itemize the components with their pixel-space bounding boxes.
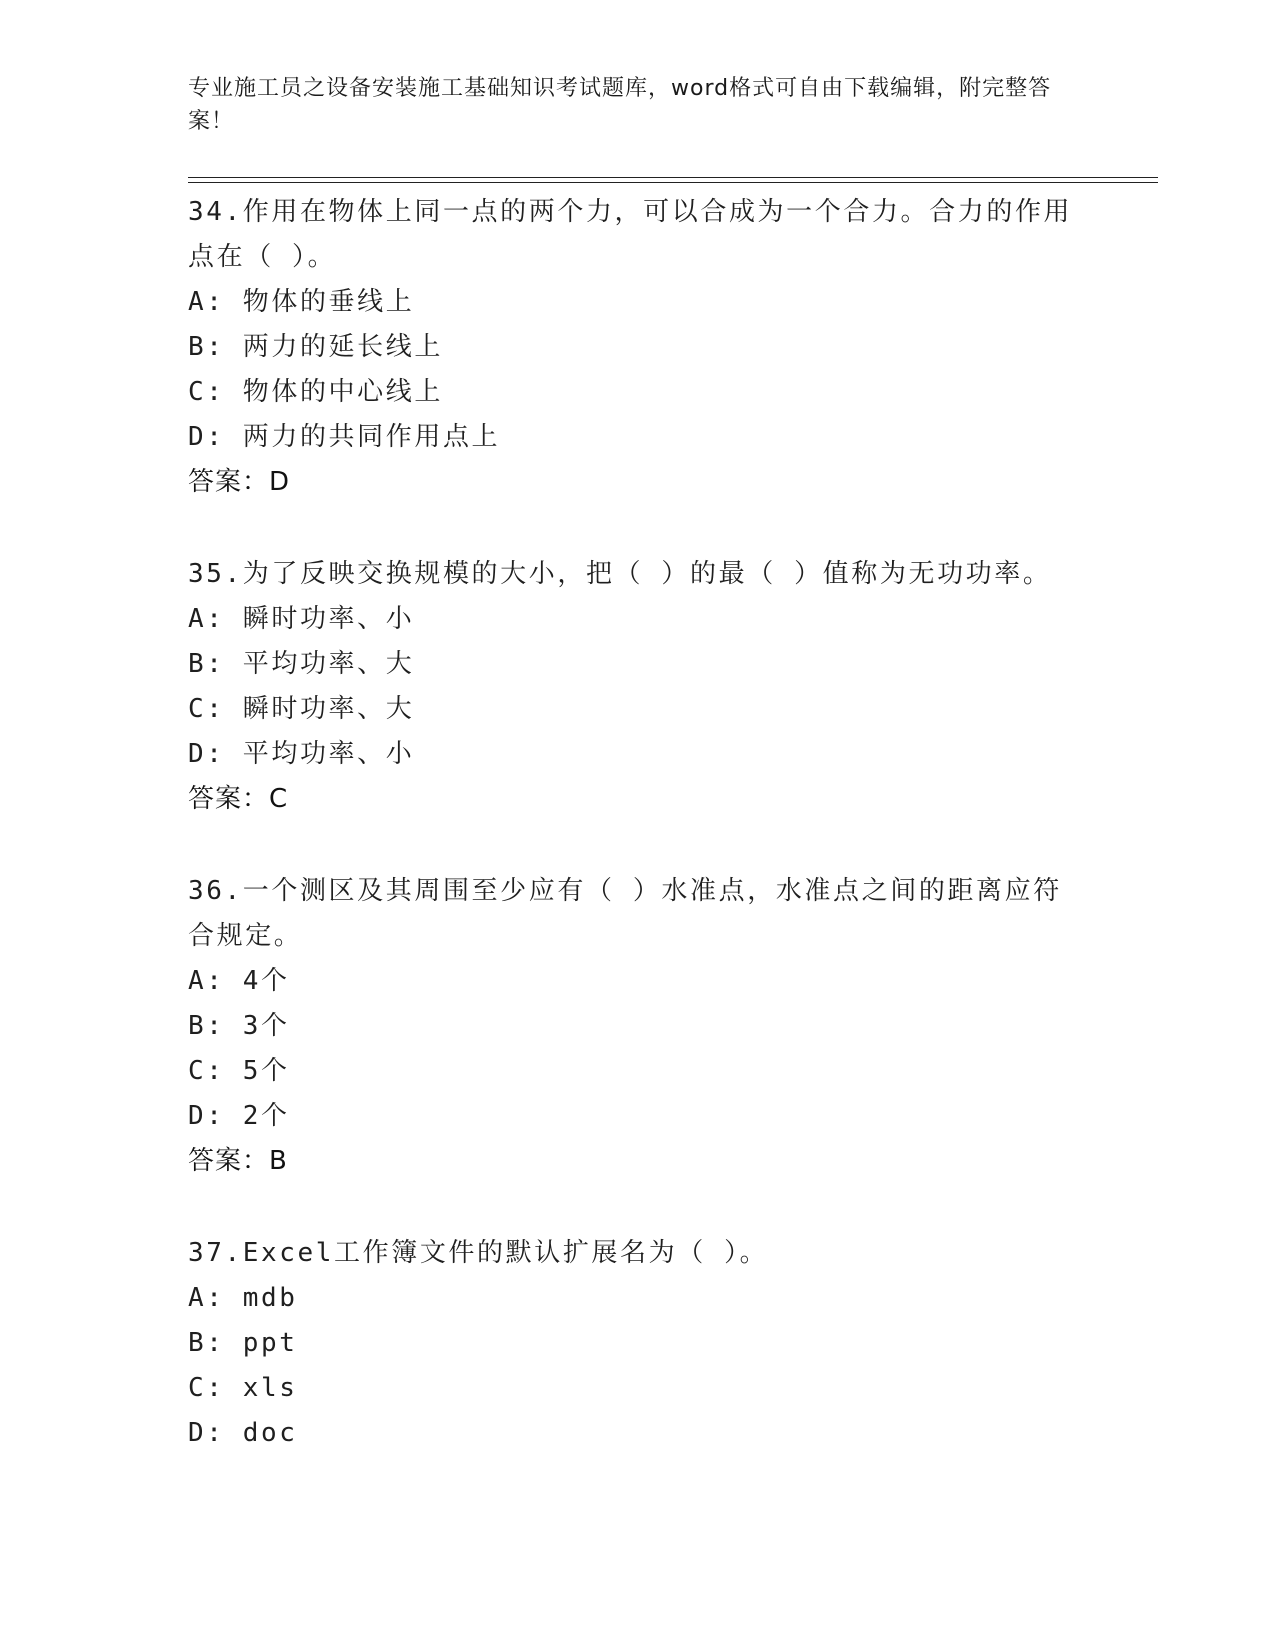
question-stem-line: 合规定。 (188, 921, 303, 951)
option-b: B: ppt (188, 1328, 298, 1358)
option-b: B: 两力的延长线上 (188, 332, 443, 362)
question-36 (188, 869, 1088, 1184)
document-header (188, 72, 1068, 138)
option-d: D: 2个 (188, 1101, 290, 1131)
question-spacer (188, 822, 1088, 869)
option-b: B: 3个 (188, 1011, 290, 1041)
question-stem-line: 36.一个测区及其周围至少应有（ ）水准点，水准点之间的距离应符 (188, 876, 1062, 906)
option-c: C: xls (188, 1373, 298, 1403)
question-stem-line: 点在（ ）。 (188, 242, 337, 272)
question-spacer (188, 1184, 1088, 1231)
option-c: C: 5个 (188, 1056, 290, 1086)
option-c: C: 物体的中心线上 (188, 377, 443, 407)
question-list (188, 190, 1088, 1456)
header-divider-top (188, 177, 1158, 178)
option-a: A: 瞬时功率、小 (188, 604, 415, 634)
question-stem-line: 34.作用在物体上同一点的两个力，可以合成为一个合力。合力的作用 (188, 197, 1073, 227)
option-a: A: 物体的垂线上 (188, 287, 415, 317)
question-37 (188, 1231, 1088, 1456)
header-title: 专业施工员之设备安装施工基础知识考试题库，word格式可自由下载编辑，附完整答案！ (188, 76, 1052, 134)
answer: 答案：B (188, 1146, 288, 1176)
option-c: C: 瞬时功率、大 (188, 694, 415, 724)
answer: 答案：D (188, 467, 291, 497)
header-divider-bottom (188, 182, 1158, 183)
question-34 (188, 190, 1088, 505)
question-stem-line: 37.Excel工作簿文件的默认扩展名为（ ）。 (188, 1238, 769, 1268)
question-spacer (188, 505, 1088, 552)
answer: 答案：C (188, 784, 289, 814)
question-stem-line: 35.为了反映交换规模的大小，把（ ）的最（ ）值称为无功功率。 (188, 559, 1052, 589)
question-35 (188, 552, 1088, 822)
option-a: A: 4个 (188, 966, 290, 996)
option-b: B: 平均功率、大 (188, 649, 415, 679)
option-a: A: mdb (188, 1283, 298, 1313)
option-d: D: 平均功率、小 (188, 739, 415, 769)
option-d: D: doc (188, 1418, 298, 1448)
option-d: D: 两力的共同作用点上 (188, 422, 501, 452)
